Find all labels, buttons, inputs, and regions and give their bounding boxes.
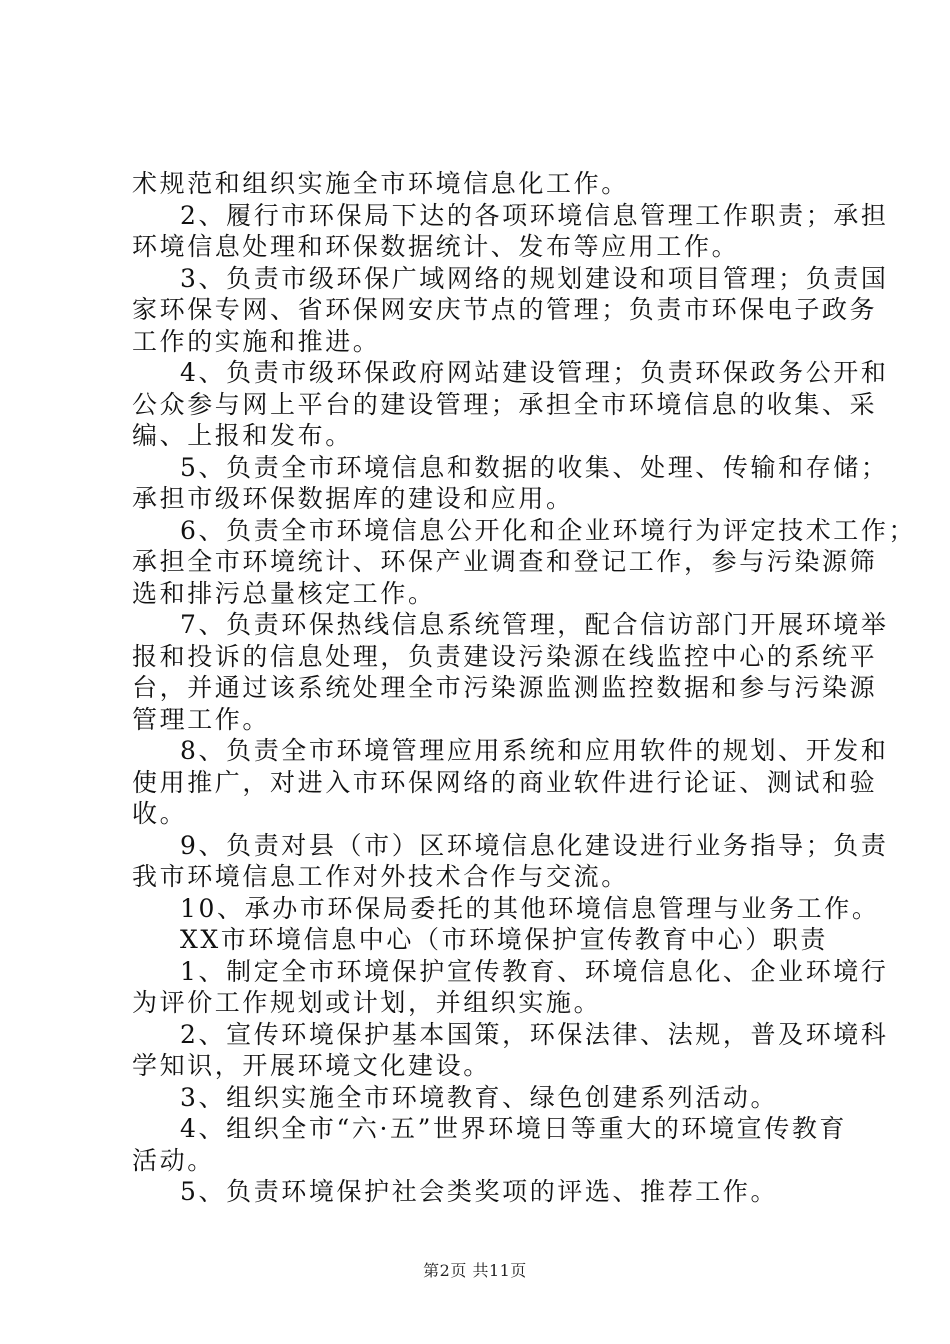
text-line: 承担全市环境统计、环保产业调查和登记工作，参与污染源筛 [132,547,878,576]
text-line: 我市环境信息工作对外技术合作与交流。 [132,862,629,891]
text-line: 术规范和组织实施全市环境信息化工作。 [132,169,629,198]
text-line: 活动。 [132,1145,215,1175]
text-line: 公众参与网上平台的建设管理；承担全市环境信息的收集、采 [132,389,878,419]
text-line: 5、负责环境保护社会类奖项的评选、推荐工作。 [180,1177,779,1206]
text-line: 环境信息处理和环保数据统计、发布等应用工作。 [132,232,740,261]
text-line: 收。 [132,799,188,828]
page-footer: 第2页 共11页 [423,1261,527,1280]
text-line: 6、负责全市环境信息公开化和企业环境行为评定技术工作； [180,515,917,545]
text-line: XX市环境信息中心（市环境保护宣传教育中心）职责 [180,925,828,954]
text-line: 8、负责全市环境管理应用系统和应用软件的规划、开发和 [180,736,889,765]
text-line: 管理工作。 [132,704,271,734]
text-line: 10、承办市环保局委托的其他环境信息管理与业务工作。 [180,893,880,923]
text-line: 9、负责对县（市）区环境信息化建设进行业务指导；负责 [180,830,889,860]
text-line: 编、上报和发布。 [132,421,353,450]
text-line: 学知识，开展环境文化建设。 [132,1051,491,1080]
text-line: 家环保专网、省环保网安庆节点的管理；负责市环保电子政务 [132,295,878,324]
text-line: 台，并通过该系统处理全市污染源监测监控数据和参与污染源 [132,673,878,702]
text-line: 5、负责全市环境信息和数据的收集、处理、传输和存储； [180,452,889,482]
text-line: 选和排污总量核定工作。 [132,578,436,608]
text-line: 承担市级环保数据库的建设和应用。 [132,484,574,513]
text-line: 3、负责市级环保广域网络的规划建设和项目管理；负责国 [180,263,889,293]
text-line: 使用推广，对进入市环保网络的商业软件进行论证、测试和验 [132,767,878,797]
text-line: 4、组织全市“六·五”世界环境日等重大的环境宣传教育 [180,1114,848,1143]
text-line: 7、负责环保热线信息系统管理，配合信访部门开展环境举 [180,610,889,639]
text-line: 3、组织实施全市环境教育、绿色创建系列活动。 [180,1082,779,1112]
text-line: 为评价工作规划或计划，并组织实施。 [132,988,602,1017]
text-line: 4、负责市级环保政府网站建设管理；负责环保政务公开和 [180,358,889,387]
document-body [132,168,917,1208]
text-line: 1、制定全市环境保护宣传教育、环境信息化、企业环境行 [180,956,889,986]
text-line: 2、宣传环境保护基本国策，环保法律、法规，普及环境科 [180,1019,889,1049]
text-line: 工作的实施和推进。 [132,326,381,356]
text-line: 2、履行市环保局下达的各项环境信息管理工作职责；承担 [180,200,889,230]
text-line: 报和投诉的信息处理，负责建设污染源在线监控中心的系统平 [132,641,878,671]
